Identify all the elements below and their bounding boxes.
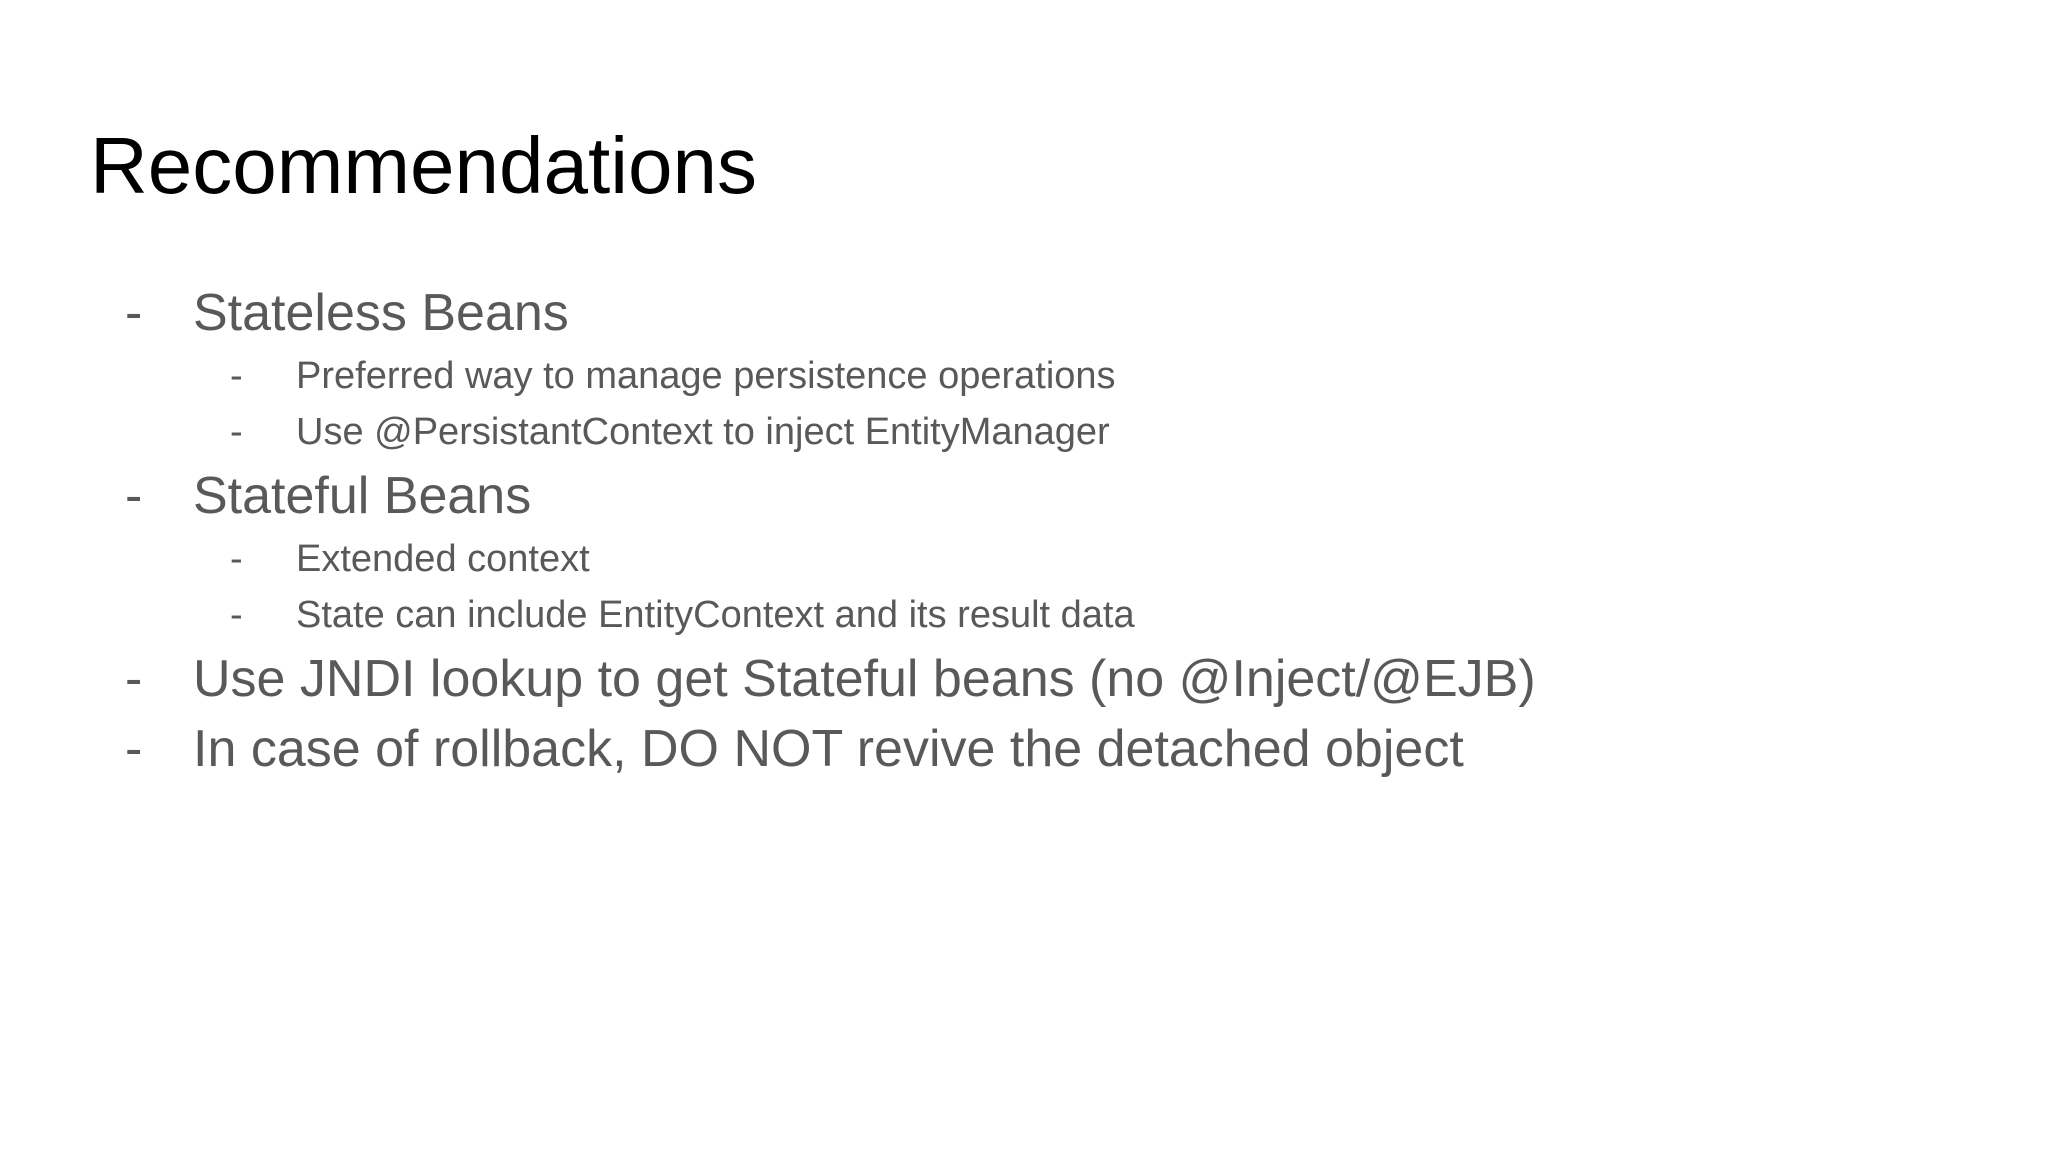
bullet-marker: - <box>125 467 143 525</box>
bullet-item-rollback <box>125 720 1464 778</box>
bullet-text: Stateful Beans <box>193 467 532 525</box>
sub-bullet-item-persistant-context <box>230 411 1110 453</box>
bullet-text: State can include EntityContext and its result data <box>296 594 1135 636</box>
bullet-item-jndi-lookup <box>125 650 1536 708</box>
bullet-text: Extended context <box>296 538 590 580</box>
bullet-marker: - <box>125 650 143 708</box>
bullet-marker: - <box>230 538 243 580</box>
bullet-text: Use JNDI lookup to get Stateful beans (no @Inject/@EJB) <box>193 650 1536 708</box>
bullet-text: Stateless Beans <box>193 284 569 342</box>
sub-bullet-item-preferred-way <box>230 355 1116 397</box>
bullet-item-stateful-beans <box>125 467 532 525</box>
bullet-marker: - <box>230 355 243 397</box>
bullet-marker: - <box>230 411 243 453</box>
bullet-text: Preferred way to manage persistence operations <box>296 355 1116 397</box>
bullet-marker: - <box>125 284 143 342</box>
bullet-item-stateless-beans <box>125 284 569 342</box>
bullet-text: Use @PersistantContext to inject EntityManager <box>296 411 1110 453</box>
bullet-marker: - <box>125 720 143 778</box>
bullet-marker: - <box>230 594 243 636</box>
slide-title: Recommendations <box>90 121 757 210</box>
bullet-text: In case of rollback, DO NOT revive the detached object <box>193 720 1464 778</box>
sub-bullet-item-extended-context <box>230 538 590 580</box>
sub-bullet-item-state-entity-context <box>230 594 1135 636</box>
